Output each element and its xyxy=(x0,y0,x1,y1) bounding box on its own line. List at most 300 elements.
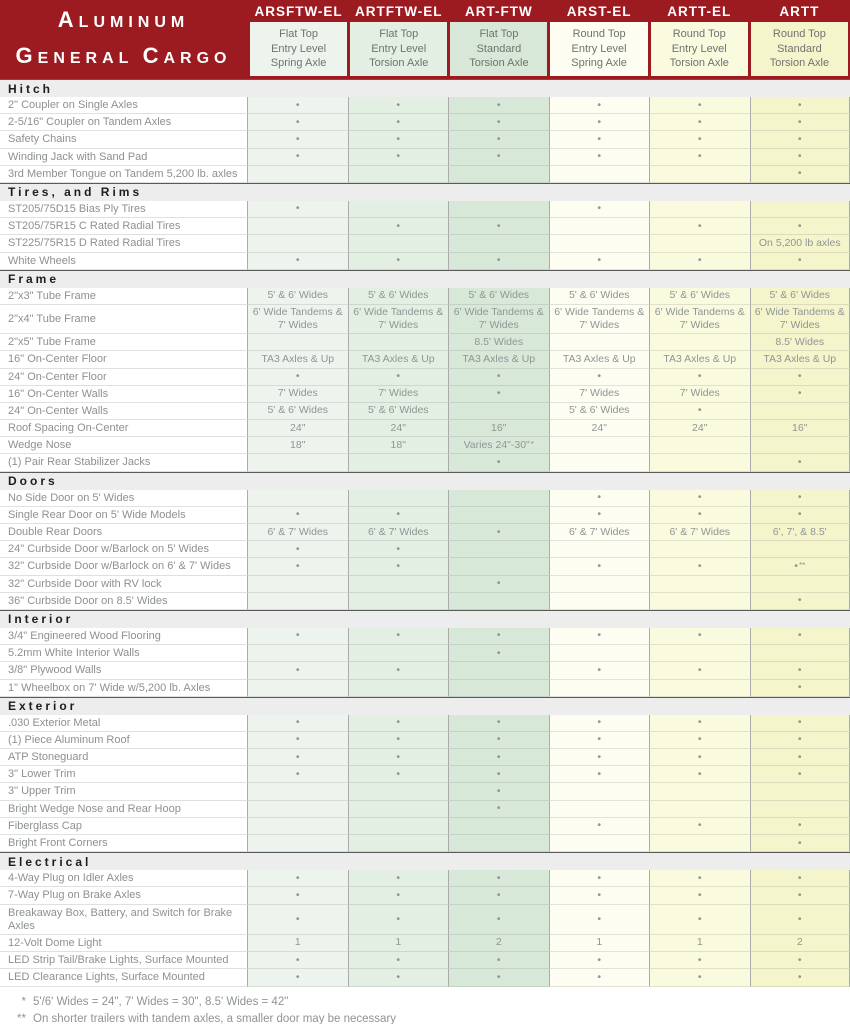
spec-cell: • xyxy=(750,662,850,679)
model-subtitle-line: Torsion Axle xyxy=(369,57,429,70)
spec-cell: • xyxy=(549,715,650,732)
spec-cell: 6' Wide Tandems & 7' Wides xyxy=(348,305,449,334)
row-label: No Side Door on 5' Wides xyxy=(0,490,247,507)
spec-cell xyxy=(549,454,650,471)
spec-cell: • xyxy=(549,628,650,645)
spec-cell: 5' & 6' Wides xyxy=(247,403,348,420)
spec-cell: • xyxy=(348,952,449,969)
row-label: 3rd Member Tongue on Tandem 5,200 lb. axles xyxy=(0,166,247,183)
spec-cell: • xyxy=(549,749,650,766)
spec-cell: • xyxy=(348,114,449,131)
table-row xyxy=(0,437,850,454)
spec-cell: • xyxy=(549,114,650,131)
spec-cell: • xyxy=(649,766,750,783)
table-row xyxy=(0,628,850,645)
spec-cell: • xyxy=(348,131,449,148)
row-label: 12-Volt Dome Light xyxy=(0,935,247,952)
table-row xyxy=(0,524,850,541)
model-subtitle-line: Torsion Axle xyxy=(769,57,830,70)
table-row xyxy=(0,766,850,783)
spec-cell: • xyxy=(348,541,449,558)
table-body xyxy=(0,79,850,987)
spec-cell: • xyxy=(750,732,850,749)
spec-cell xyxy=(649,783,750,800)
spec-cell: 1 xyxy=(649,935,750,952)
table-row xyxy=(0,334,850,351)
spec-cell: • xyxy=(448,870,549,887)
spec-cell: • xyxy=(247,870,348,887)
table-row xyxy=(0,662,850,679)
spec-cell: • xyxy=(549,149,650,166)
spec-cell xyxy=(750,783,850,800)
spec-cell: • xyxy=(448,454,549,471)
spec-cell: TA3 Axles & Up xyxy=(348,351,449,368)
spec-cell: • xyxy=(348,507,449,524)
spec-cell: • xyxy=(750,386,850,403)
spec-cell: • xyxy=(247,969,348,986)
spec-cell: • xyxy=(750,166,850,183)
spec-cell: • xyxy=(649,149,750,166)
spec-cell: • xyxy=(649,870,750,887)
model-subtitle-line: Round Top xyxy=(672,27,726,40)
spec-cell: • xyxy=(750,454,850,471)
spec-cell xyxy=(649,454,750,471)
spec-cell xyxy=(247,680,348,697)
spec-cell xyxy=(247,783,348,800)
spec-cell xyxy=(549,334,650,351)
row-label: 16" On-Center Walls xyxy=(0,386,247,403)
spec-cell: • xyxy=(448,524,549,541)
table-row xyxy=(0,645,850,662)
spec-cell: • xyxy=(549,905,650,935)
spec-cell: • xyxy=(348,969,449,986)
spec-cell xyxy=(448,593,549,610)
spec-cell xyxy=(649,166,750,183)
spec-cell: 5' & 6' Wides xyxy=(549,288,650,305)
section-header xyxy=(0,79,850,97)
spec-cell xyxy=(649,680,750,697)
spec-cell: • xyxy=(549,887,650,904)
row-label: 24" On-Center Floor xyxy=(0,369,247,386)
footnote xyxy=(6,994,850,1011)
spec-cell: 1 xyxy=(247,935,348,952)
spec-cell xyxy=(448,680,549,697)
spec-cell: • xyxy=(750,749,850,766)
table-row xyxy=(0,749,850,766)
spec-cell xyxy=(649,593,750,610)
spec-cell xyxy=(348,576,449,593)
table-row xyxy=(0,166,850,183)
spec-cell: 7' Wides xyxy=(348,386,449,403)
model-name: ARST-EL xyxy=(566,3,632,19)
spec-cell xyxy=(247,645,348,662)
spec-cell: • xyxy=(448,628,549,645)
section-header xyxy=(0,270,850,288)
spec-cell: • xyxy=(750,628,850,645)
row-label: 5.2mm White Interior Walls xyxy=(0,645,247,662)
model-subtitle xyxy=(350,22,447,76)
spec-cell: • xyxy=(549,969,650,986)
spec-cell xyxy=(549,437,650,454)
model-column-header xyxy=(651,0,748,79)
model-subtitle-line: Entry Level xyxy=(571,42,627,55)
row-label: Bright Front Corners xyxy=(0,835,247,852)
spec-cell: • xyxy=(448,131,549,148)
spec-cell xyxy=(348,334,449,351)
spec-cell: • xyxy=(549,507,650,524)
section-header-label: Tires, and Rims xyxy=(8,185,143,200)
spec-cell: 5' & 6' Wides xyxy=(448,288,549,305)
row-label: Double Rear Doors xyxy=(0,524,247,541)
spec-cell: 16" xyxy=(448,420,549,437)
row-label: 7-Way Plug on Brake Axles xyxy=(0,887,247,904)
spec-cell: • xyxy=(247,97,348,114)
table-row xyxy=(0,253,850,270)
row-label: LED Clearance Lights, Surface Mounted xyxy=(0,969,247,986)
spec-cell: 5' & 6' Wides xyxy=(549,403,650,420)
section-header-label: Frame xyxy=(8,272,60,287)
spec-cell: 6' & 7' Wides xyxy=(348,524,449,541)
table-header xyxy=(0,0,850,79)
spec-cell: • xyxy=(549,818,650,835)
table-row xyxy=(0,131,850,148)
spec-cell: • xyxy=(649,369,750,386)
spec-cell: • xyxy=(247,766,348,783)
spec-cell: • xyxy=(750,507,850,524)
spec-cell xyxy=(649,645,750,662)
spec-cell: 6' Wide Tandems & 7' Wides xyxy=(649,305,750,334)
spec-cell: • xyxy=(549,490,650,507)
row-label: 4-Way Plug on Idler Axles xyxy=(0,870,247,887)
spec-cell: • xyxy=(549,662,650,679)
spec-cell: • xyxy=(247,507,348,524)
spec-cell xyxy=(448,818,549,835)
table-row xyxy=(0,818,850,835)
spec-cell: • xyxy=(448,369,549,386)
table-row xyxy=(0,201,850,218)
spec-cell: 6', 7', & 8.5' xyxy=(750,524,850,541)
spec-cell: • xyxy=(649,114,750,131)
spec-cell xyxy=(448,403,549,420)
spec-cell: • xyxy=(247,541,348,558)
spec-cell: • ** xyxy=(750,558,850,575)
model-subtitle-line: Spring Axle xyxy=(571,57,627,70)
spec-cell: 5' & 6' Wides xyxy=(348,288,449,305)
spec-cell: 2 xyxy=(448,935,549,952)
spec-cell: • xyxy=(750,593,850,610)
spec-cell: 1 xyxy=(549,935,650,952)
spec-cell: • xyxy=(750,218,850,235)
model-subtitle xyxy=(751,22,848,76)
spec-cell: 2 xyxy=(750,935,850,952)
row-label: 3" Upper Trim xyxy=(0,783,247,800)
row-label: Bright Wedge Nose and Rear Hoop xyxy=(0,801,247,818)
spec-cell: • xyxy=(448,386,549,403)
spec-cell: 7' Wides xyxy=(247,386,348,403)
spec-cell xyxy=(649,801,750,818)
row-label: (1) Piece Aluminum Roof xyxy=(0,732,247,749)
spec-cell: • xyxy=(247,131,348,148)
spec-cell xyxy=(750,201,850,218)
spec-cell: • xyxy=(448,969,549,986)
spec-cell xyxy=(348,201,449,218)
spec-cell: • xyxy=(247,905,348,935)
spec-cell: 24" xyxy=(348,420,449,437)
spec-cell xyxy=(750,645,850,662)
spec-cell: • xyxy=(448,952,549,969)
spec-cell: • xyxy=(649,952,750,969)
table-row xyxy=(0,149,850,166)
spec-cell: 5' & 6' Wides xyxy=(348,403,449,420)
spec-cell xyxy=(549,218,650,235)
row-label: 2"x3" Tube Frame xyxy=(0,288,247,305)
footnote-marker: ** xyxy=(17,1012,26,1024)
spec-cell: • xyxy=(649,749,750,766)
spec-cell: • xyxy=(247,952,348,969)
spec-cell: • xyxy=(750,97,850,114)
spec-cell: 5' & 6' Wides xyxy=(649,288,750,305)
table-row xyxy=(0,801,850,818)
spec-cell xyxy=(348,783,449,800)
spec-cell: • xyxy=(649,507,750,524)
model-subtitle-line: Flat Top xyxy=(279,27,319,40)
spec-cell: TA3 Axles & Up xyxy=(750,351,850,368)
spec-cell: • xyxy=(750,715,850,732)
spec-cell: 6' Wide Tandems & 7' Wides xyxy=(247,305,348,334)
spec-cell xyxy=(247,801,348,818)
spec-cell: • xyxy=(348,558,449,575)
row-label: 32" Curbside Door w/Barlock on 6' & 7' Wides xyxy=(0,558,247,575)
section-header xyxy=(0,183,850,201)
model-subtitle xyxy=(250,22,347,76)
spec-cell: • xyxy=(348,766,449,783)
spec-cell: • xyxy=(549,97,650,114)
model-column-header xyxy=(751,0,848,79)
spec-cell: • xyxy=(348,662,449,679)
table-row xyxy=(0,969,850,986)
spec-cell: 24" xyxy=(549,420,650,437)
spec-cell xyxy=(750,403,850,420)
spec-cell: • xyxy=(348,369,449,386)
model-subtitle-line: Flat Top xyxy=(479,27,519,40)
row-label: 16" On-Center Floor xyxy=(0,351,247,368)
spec-cell: • xyxy=(247,715,348,732)
spec-cell: • xyxy=(649,732,750,749)
spec-cell: 24" xyxy=(247,420,348,437)
model-name: ARTT-EL xyxy=(667,3,732,19)
row-label: ST205/75R15 C Rated Radial Tires xyxy=(0,218,247,235)
spec-cell xyxy=(448,835,549,852)
spec-cell: • xyxy=(549,131,650,148)
row-label: 3/4" Engineered Wood Flooring xyxy=(0,628,247,645)
model-subtitle-line: Round Top xyxy=(772,27,826,40)
row-label: 1" Wheelbox on 7' Wide w/5,200 lb. Axles xyxy=(0,680,247,697)
section-header-label: Interior xyxy=(8,612,74,627)
section-header xyxy=(0,852,850,870)
spec-cell xyxy=(549,593,650,610)
spec-cell: • xyxy=(750,766,850,783)
spec-cell: • xyxy=(448,253,549,270)
spec-cell: • xyxy=(247,201,348,218)
spec-cell xyxy=(549,783,650,800)
spec-cell: • xyxy=(448,766,549,783)
spec-cell: • xyxy=(247,749,348,766)
spec-cell xyxy=(247,235,348,252)
model-subtitle xyxy=(651,22,748,76)
section-header-label: Exterior xyxy=(8,699,78,714)
spec-cell: • xyxy=(549,952,650,969)
spec-cell xyxy=(649,835,750,852)
row-label: Single Rear Door on 5' Wide Models xyxy=(0,507,247,524)
table-row xyxy=(0,305,850,334)
spec-cell xyxy=(448,541,549,558)
row-label: 3" Lower Trim xyxy=(0,766,247,783)
table-row xyxy=(0,715,850,732)
spec-cell xyxy=(750,437,850,454)
spec-cell xyxy=(549,541,650,558)
spec-cell: • xyxy=(750,149,850,166)
table-row xyxy=(0,835,850,852)
spec-cell: 6' & 7' Wides xyxy=(247,524,348,541)
spec-cell: 7' Wides xyxy=(549,386,650,403)
spec-cell xyxy=(348,801,449,818)
row-label: ATP Stoneguard xyxy=(0,749,247,766)
spec-cell xyxy=(549,835,650,852)
spec-cell: • xyxy=(247,662,348,679)
spec-cell: • xyxy=(649,662,750,679)
table-row xyxy=(0,576,850,593)
row-label: White Wheels xyxy=(0,253,247,270)
model-name: ARSFTW-EL xyxy=(254,3,343,19)
table-row xyxy=(0,732,850,749)
spec-cell: • xyxy=(247,628,348,645)
table-row xyxy=(0,541,850,558)
spec-cell: • xyxy=(247,369,348,386)
spec-cell xyxy=(348,454,449,471)
spec-cell xyxy=(549,576,650,593)
spec-cell: 18" xyxy=(247,437,348,454)
spec-cell: • xyxy=(348,749,449,766)
model-subtitle-line: Entry Level xyxy=(671,42,727,55)
spec-cell: • xyxy=(649,97,750,114)
spec-cell xyxy=(448,558,549,575)
model-name: ARTT xyxy=(779,3,820,19)
row-label: Wedge Nose xyxy=(0,437,247,454)
spec-cell xyxy=(247,454,348,471)
table-row xyxy=(0,870,850,887)
spec-cell xyxy=(549,235,650,252)
spec-cell: • xyxy=(448,97,549,114)
spec-cell: 18" xyxy=(348,437,449,454)
row-label: 3/8" Plywood Walls xyxy=(0,662,247,679)
section-header xyxy=(0,697,850,715)
model-subtitle-line: Standard xyxy=(777,42,822,55)
spec-cell: • xyxy=(549,253,650,270)
table-row xyxy=(0,593,850,610)
spec-cell xyxy=(448,166,549,183)
spec-cell: 6' Wide Tandems & 7' Wides xyxy=(750,305,850,334)
spec-cell: • xyxy=(448,218,549,235)
spec-cell: • xyxy=(750,905,850,935)
spec-cell: • xyxy=(549,870,650,887)
spec-cell: • xyxy=(448,801,549,818)
row-label: Winding Jack with Sand Pad xyxy=(0,149,247,166)
spec-cell: • xyxy=(348,732,449,749)
spec-cell: • xyxy=(549,558,650,575)
model-name: ARTFTW-EL xyxy=(355,3,443,19)
spec-cell: • xyxy=(448,645,549,662)
row-label: 24" On-Center Walls xyxy=(0,403,247,420)
table-row xyxy=(0,218,850,235)
model-subtitle xyxy=(550,22,647,76)
spec-cell: • xyxy=(247,732,348,749)
spec-cell: • xyxy=(649,131,750,148)
table-row xyxy=(0,905,850,935)
spec-cell: • xyxy=(448,905,549,935)
spec-cell: • xyxy=(750,369,850,386)
table-row xyxy=(0,288,850,305)
spec-cell: 6' Wide Tandems & 7' Wides xyxy=(448,305,549,334)
spec-cell xyxy=(348,166,449,183)
table-row xyxy=(0,935,850,952)
spec-cell: • xyxy=(448,887,549,904)
spec-cell: • xyxy=(348,628,449,645)
spec-cell: • xyxy=(348,715,449,732)
spec-cell: • xyxy=(750,490,850,507)
table-row xyxy=(0,952,850,969)
spec-cell: 16" xyxy=(750,420,850,437)
spec-cell: • xyxy=(348,887,449,904)
title-line-2: GENERAL CARGO xyxy=(15,42,232,68)
spec-cell: TA3 Axles & Up xyxy=(247,351,348,368)
model-subtitle-line: Round Top xyxy=(572,27,626,40)
spec-cell: • xyxy=(448,149,549,166)
spec-cell: • xyxy=(448,576,549,593)
footnote-marker: * xyxy=(21,995,26,1008)
row-label: Breakaway Box, Battery, and Switch for Brake Axles xyxy=(0,905,247,935)
row-label: 24" Curbside Door w/Barlock on 5' Wides xyxy=(0,541,247,558)
footnotes xyxy=(0,987,850,1024)
section-header xyxy=(0,610,850,628)
spec-cell: TA3 Axles & Up xyxy=(549,351,650,368)
row-label: 2"x5" Tube Frame xyxy=(0,334,247,351)
spec-cell: • xyxy=(348,905,449,935)
model-column-header xyxy=(350,0,447,79)
model-subtitle-line: Spring Axle xyxy=(270,57,327,70)
spec-cell: • xyxy=(649,818,750,835)
model-subtitle-line: Torsion Axle xyxy=(469,57,529,70)
spec-cell xyxy=(448,490,549,507)
spec-cell: • xyxy=(348,97,449,114)
spec-cell: 6' & 7' Wides xyxy=(649,524,750,541)
section-header-label: Doors xyxy=(8,474,58,489)
spec-cell xyxy=(750,576,850,593)
spec-cell: • xyxy=(649,715,750,732)
spec-cell: Varies 24"-30" * xyxy=(448,437,549,454)
model-subtitle xyxy=(450,22,547,76)
spec-cell xyxy=(348,680,449,697)
spec-cell xyxy=(247,490,348,507)
spec-cell: • xyxy=(348,149,449,166)
row-label: 2" Coupler on Single Axles xyxy=(0,97,247,114)
spec-cell: • xyxy=(247,887,348,904)
footnote-text: 5'/6' Wides = 24", 7' Wides = 30", 8.5' Wides = 42" xyxy=(33,995,289,1008)
row-label: 2"x4" Tube Frame xyxy=(0,305,247,334)
spec-cell: • xyxy=(649,558,750,575)
spec-cell: • xyxy=(448,749,549,766)
spec-cell xyxy=(348,593,449,610)
spec-cell xyxy=(649,235,750,252)
